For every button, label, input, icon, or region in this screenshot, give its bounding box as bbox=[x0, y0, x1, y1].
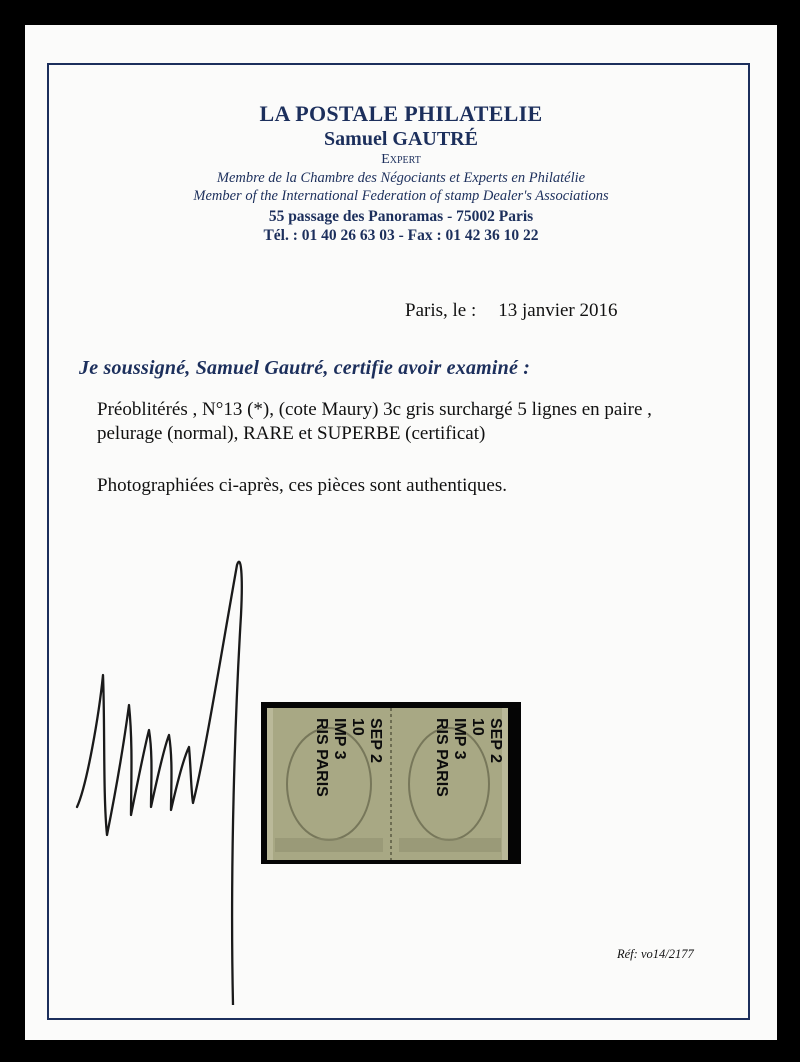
reference-number: Réf: vo14/2177 bbox=[617, 947, 694, 961]
certificate-sheet bbox=[25, 25, 777, 1040]
expert-name: Samuel GAUTRÉ bbox=[324, 128, 478, 150]
overprint-right-line-2: IMP 3 bbox=[451, 718, 468, 760]
authenticity-statement: Photographiées ci-après, ces pièces sont authentiques. bbox=[97, 475, 507, 496]
expert-title: Expert bbox=[381, 152, 421, 167]
overprint-right-line-1: RIS PARIS bbox=[433, 718, 450, 797]
place-label: Paris, le : bbox=[405, 300, 477, 321]
overprint-right-line-3: 10 bbox=[469, 718, 486, 736]
postal-address: 55 passage des Panoramas - 75002 Paris bbox=[268, 208, 534, 225]
overprint-left-line-1: RIS PARIS bbox=[313, 718, 330, 797]
company-name: LA POSTALE PHILATELIE bbox=[259, 101, 543, 126]
certificate-header bbox=[25, 101, 777, 245]
membership-english: Member of the International Federation of stamp Dealer's Associations bbox=[193, 188, 609, 204]
dateline bbox=[405, 300, 618, 322]
overprint-left-line-3: 10 bbox=[349, 718, 366, 736]
overprint-left-line-4: SEP 2 bbox=[367, 718, 384, 764]
certificate-date: 13 janvier 2016 bbox=[498, 300, 618, 321]
phone-fax: Tél. : 01 40 26 63 03 - Fax : 01 42 36 10 22 bbox=[263, 227, 539, 244]
stamp-pair-photo bbox=[261, 702, 521, 864]
signature-icon bbox=[65, 535, 265, 1005]
overprint-right-line-4: SEP 2 bbox=[487, 718, 504, 764]
membership-french: Membre de la Chambre des Négociants et Experts en Philatélie bbox=[216, 170, 586, 186]
item-description: Préoblitérés , N°13 (*), (cote Maury) 3c gris surchargé 5 lignes en paire , pelurage (normal), RARE et SUPERBE (certificat) bbox=[97, 399, 652, 444]
declaration: Je soussigné, Samuel Gautré, certifie avoir examiné : bbox=[79, 357, 531, 379]
overprint-left-line-2: IMP 3 bbox=[331, 718, 348, 760]
